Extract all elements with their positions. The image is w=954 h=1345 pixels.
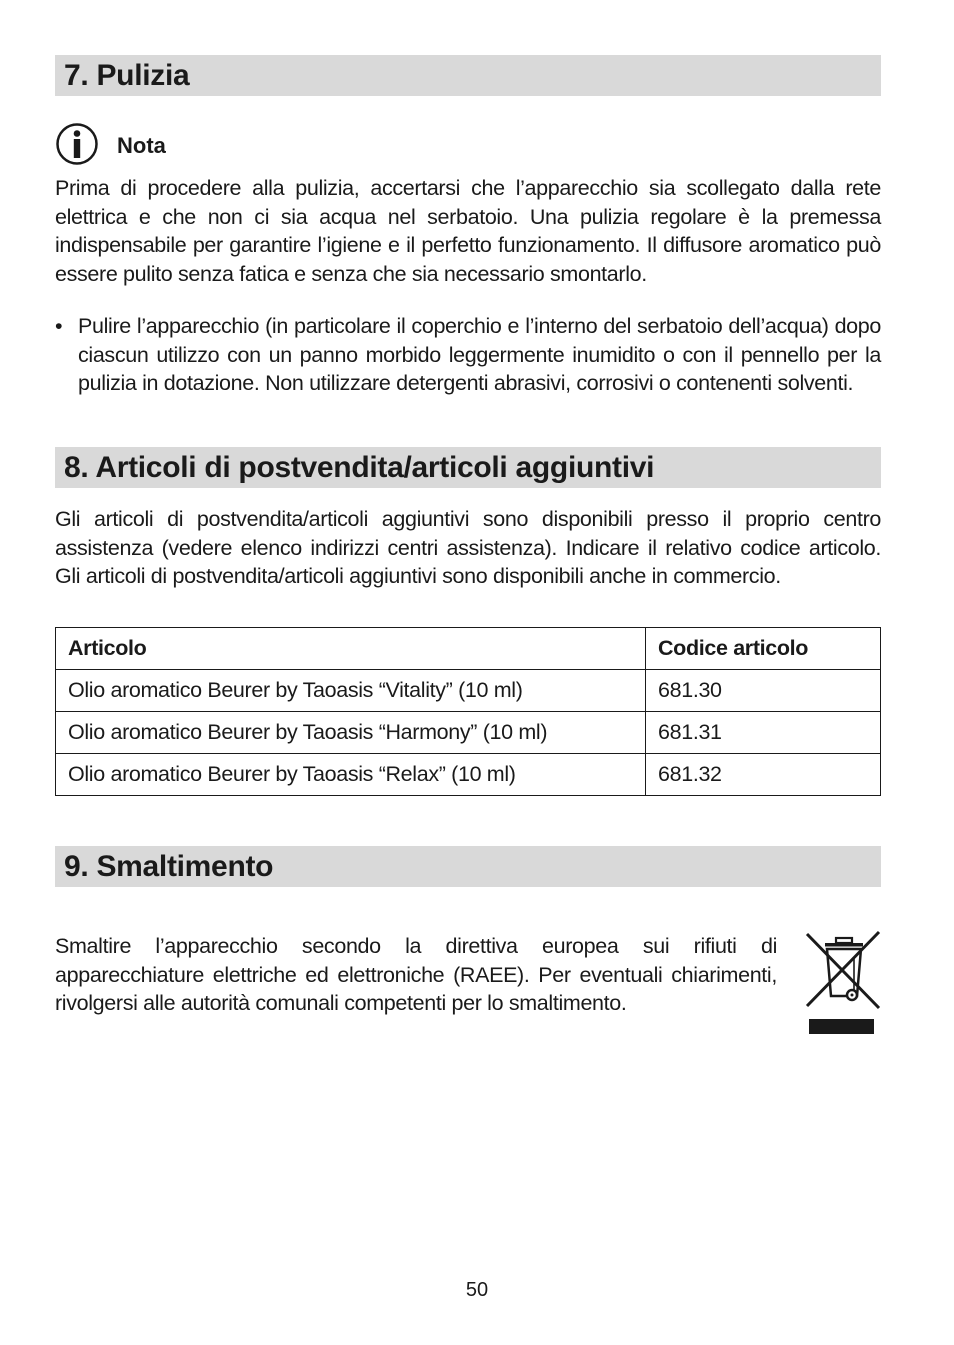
accessories-table xyxy=(55,627,881,796)
table-row xyxy=(56,712,881,754)
cleaning-bullet-item xyxy=(55,312,881,398)
table-row xyxy=(56,754,881,796)
table-header-article: Articolo xyxy=(56,628,646,670)
table-header-row xyxy=(56,628,881,670)
table-header-code: Codice articolo xyxy=(646,628,881,670)
note-text: Prima di procedere alla pulizia, accertarsi che l’apparecchio sia scollegato dalla rete elettrica e che non ci sia acqua nel serbatoio. Una pulizia regolare è la premessa indispensabile per garantire l’igiene e il perfetto funzionamento. Il diffusore aromatico può essere pulito senza fatica e senza che sia necessario smontarlo. xyxy=(55,176,881,286)
table-cell-article: Olio aromatico Beurer by Taoasis “Relax” (10 ml) xyxy=(56,754,646,796)
crossed-out-wheeled-bin-icon xyxy=(803,928,883,1036)
table-row xyxy=(56,670,881,712)
table-cell-article: Olio aromatico Beurer by Taoasis “Vitality” (10 ml) xyxy=(56,670,646,712)
note-label: Nota xyxy=(117,133,166,158)
page-number: 50 xyxy=(465,1279,489,1301)
bullet-dot: • xyxy=(55,314,63,338)
section-7-heading: 7. Pulizia xyxy=(55,55,881,96)
section-8-heading: 8. Articoli di postvendita/articoli aggiuntivi xyxy=(55,447,881,488)
table-cell-code: 681.30 xyxy=(646,670,881,712)
accessories-text: Gli articoli di postvendita/articoli aggiuntivi sono disponibili presso il proprio centro assistenza (vedere elenco indirizzi centri assistenza). Indicare il relativo codice articolo. Gli articoli di postvendita/articoli aggiuntivi sono disponibili anche in commercio. xyxy=(55,507,881,588)
table-cell-code: 681.31 xyxy=(646,712,881,754)
section-9-heading: 9. Smaltimento xyxy=(55,846,881,887)
info-icon xyxy=(55,122,99,166)
disposal-text: Smaltire l’apparecchio secondo la direttiva europea sui rifiuti di apparecchiature elettriche ed elettroniche (RAEE). Per eventuali chiarimenti, rivolgersi alle autorità comunali competenti per lo smaltimento. xyxy=(55,934,777,1015)
table-cell-code: 681.32 xyxy=(646,754,881,796)
bullet-text: Pulire l’apparecchio (in particolare il coperchio e l’interno del serbatoio dell’acqua) dopo ciascun utilizzo con un panno morbido leggermente inumidito o con il pennello per la pulizia in dotazione. Non utilizzare detergenti abrasivi, corrosivi o contenenti solventi. xyxy=(78,314,881,395)
table-cell-article: Olio aromatico Beurer by Taoasis “Harmony” (10 ml) xyxy=(56,712,646,754)
